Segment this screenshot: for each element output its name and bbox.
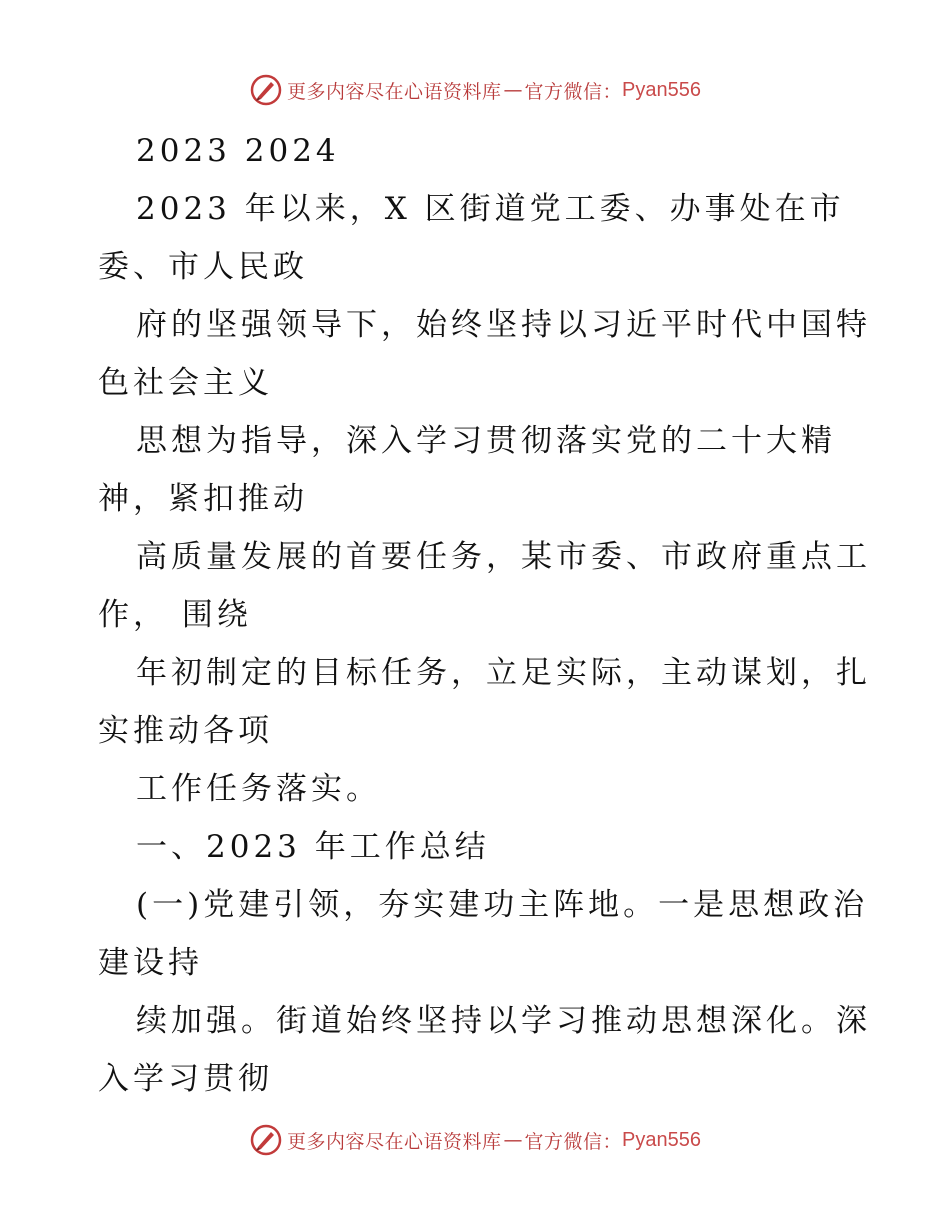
text-line: 入学习贯彻 <box>98 1061 273 1097</box>
text-line: 2023 2024 <box>136 133 340 169</box>
banner-contact-id: Pyan556 <box>622 78 701 101</box>
text-line: 色社会主义 <box>98 365 273 401</box>
text-line: 2023 年以来，X 区街道党工委、办事处在市 <box>136 191 845 227</box>
text-line: 神，紧扣推动 <box>98 481 308 517</box>
text-line: 工作任务落实。 <box>136 771 381 807</box>
text-line: 思想为指导，深入学习贯彻落实党的二十大精 <box>136 423 836 459</box>
text-line: 续加强。街道始终坚持以学习推动思想深化。深 <box>136 1003 871 1039</box>
banner-text: 更多内容尽在心语资料库 <box>287 80 502 103</box>
text-line: 年初制定的目标任务，立足实际，主动谋划，扎 <box>136 655 871 691</box>
text-line: 委、市人民政 <box>98 249 308 285</box>
banner-contact-label: 官方微信： <box>524 1130 623 1153</box>
text-line: 建设持 <box>98 945 203 981</box>
banner-dash: — <box>503 79 523 101</box>
banner-contact-id: Pyan556 <box>622 1128 701 1151</box>
text-line: 府的坚强领导下，始终坚持以习近平时代中国特 <box>136 307 871 343</box>
banner-text: 更多内容尽在心语资料库 <box>287 1130 502 1153</box>
text-line: 高质量发展的首要任务，某市委、市政府重点工 <box>136 539 871 575</box>
pen-logo-icon <box>249 1123 283 1157</box>
document-body <box>98 122 871 1108</box>
text-line: (一)党建引领，夯实建功主阵地。一是思想政治 <box>136 887 869 923</box>
pen-logo-icon <box>249 73 283 107</box>
text-line: 实推动各项 <box>98 713 273 749</box>
banner-dash: — <box>503 1129 523 1151</box>
text-line: 作， 围绕 <box>98 597 252 633</box>
footer-banner <box>0 1122 950 1158</box>
section-heading: 一、2023 年工作总结 <box>136 829 490 865</box>
header-banner <box>0 72 950 108</box>
banner-contact-label: 官方微信： <box>524 80 623 103</box>
